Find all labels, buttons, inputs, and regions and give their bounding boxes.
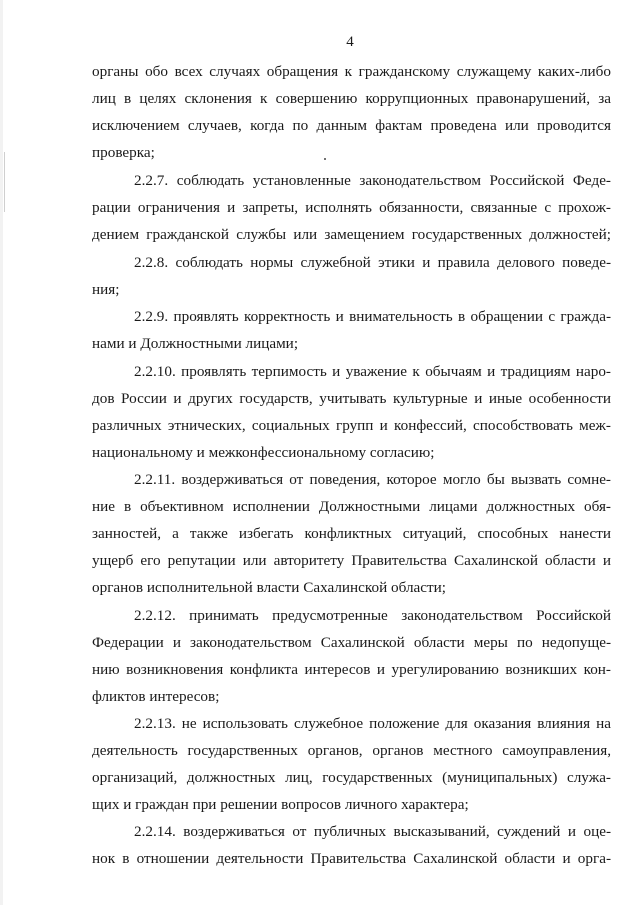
text-line: дов России и других государств, учитывать культурные и иные особенности bbox=[92, 390, 611, 407]
text-line: 2.2.9. проявлять корректность и внимательность в обращении с гражда- bbox=[134, 308, 611, 325]
text-line: ние в объективном исполнении Должностными лицами должностных обя- bbox=[92, 498, 611, 515]
text-line: занностей, а также избегать конфликтных ситуаций, способных нанести bbox=[92, 525, 611, 542]
text-line: 2.2.12. принимать предусмотренные законодательством Российской bbox=[134, 607, 611, 624]
text-line: различных этнических, социальных групп и конфессий, способствовать меж- bbox=[92, 417, 611, 434]
text-line: Федерации и законодательством Сахалинской области меры по недопуще- bbox=[92, 634, 611, 651]
text-line: 2.2.7. соблюдать установленные законодательством Российской Феде- bbox=[134, 172, 611, 189]
text-line: ния; bbox=[92, 281, 120, 298]
text-line: дением гражданской службы или замещением государственных должностей; bbox=[92, 226, 611, 243]
text-line: ущерб его репутации или авторитету Правительства Сахалинской области и bbox=[92, 552, 611, 569]
scan-edge-shadow bbox=[0, 0, 3, 905]
text-line: органы обо всех случаях обращения к гражданскому служащему каких-либо bbox=[92, 63, 611, 80]
text-line: рации ограничения и запреты, исполнять обязанности, связанные с прохож- bbox=[92, 199, 611, 216]
text-line: лиц в целях склонения к совершению коррупционных правонарушений, за bbox=[92, 90, 611, 107]
page-number: 4 bbox=[346, 34, 354, 50]
text-line: органов исполнительной власти Сахалинской области; bbox=[92, 579, 447, 596]
text-line: нию возникновения конфликта интересов и урегулированию возникших кон- bbox=[92, 661, 611, 678]
text-line: организаций, должностных лиц, государственных (муниципальных) служа- bbox=[92, 769, 611, 786]
text-line: щих и граждан при решении вопросов личного характера; bbox=[92, 796, 469, 813]
text-line: фликтов интересов; bbox=[92, 688, 220, 705]
text-line: нами и Должностными лицами; bbox=[92, 335, 299, 352]
text-line: 2.2.14. воздерживаться от публичных высказываний, суждений и оце- bbox=[134, 823, 611, 840]
text-line: 2.2.10. проявлять терпимость и уважение к обычаям и традициям наро- bbox=[134, 363, 611, 380]
text-line: нок в отношении деятельности Правительства Сахалинской области и орга- bbox=[92, 850, 611, 867]
scan-margin-mark bbox=[4, 152, 5, 212]
text-line: деятельность государственных органов, органов местного самоуправления, bbox=[92, 742, 611, 759]
text-line: исключением случаев, когда по данным фактам проведена или проводится bbox=[92, 117, 611, 134]
text-line: проверка; bbox=[92, 144, 155, 161]
text-line: 2.2.8. соблюдать нормы служебной этики и правила делового поведе- bbox=[134, 254, 611, 271]
text-line: 2.2.11. воздерживаться от поведения, которое могло бы вызвать сомне- bbox=[134, 471, 611, 488]
text-line: 2.2.13. не использовать служебное положение для оказания влияния на bbox=[134, 715, 611, 732]
text-line: национальному и межконфессиональному согласию; bbox=[92, 444, 435, 461]
